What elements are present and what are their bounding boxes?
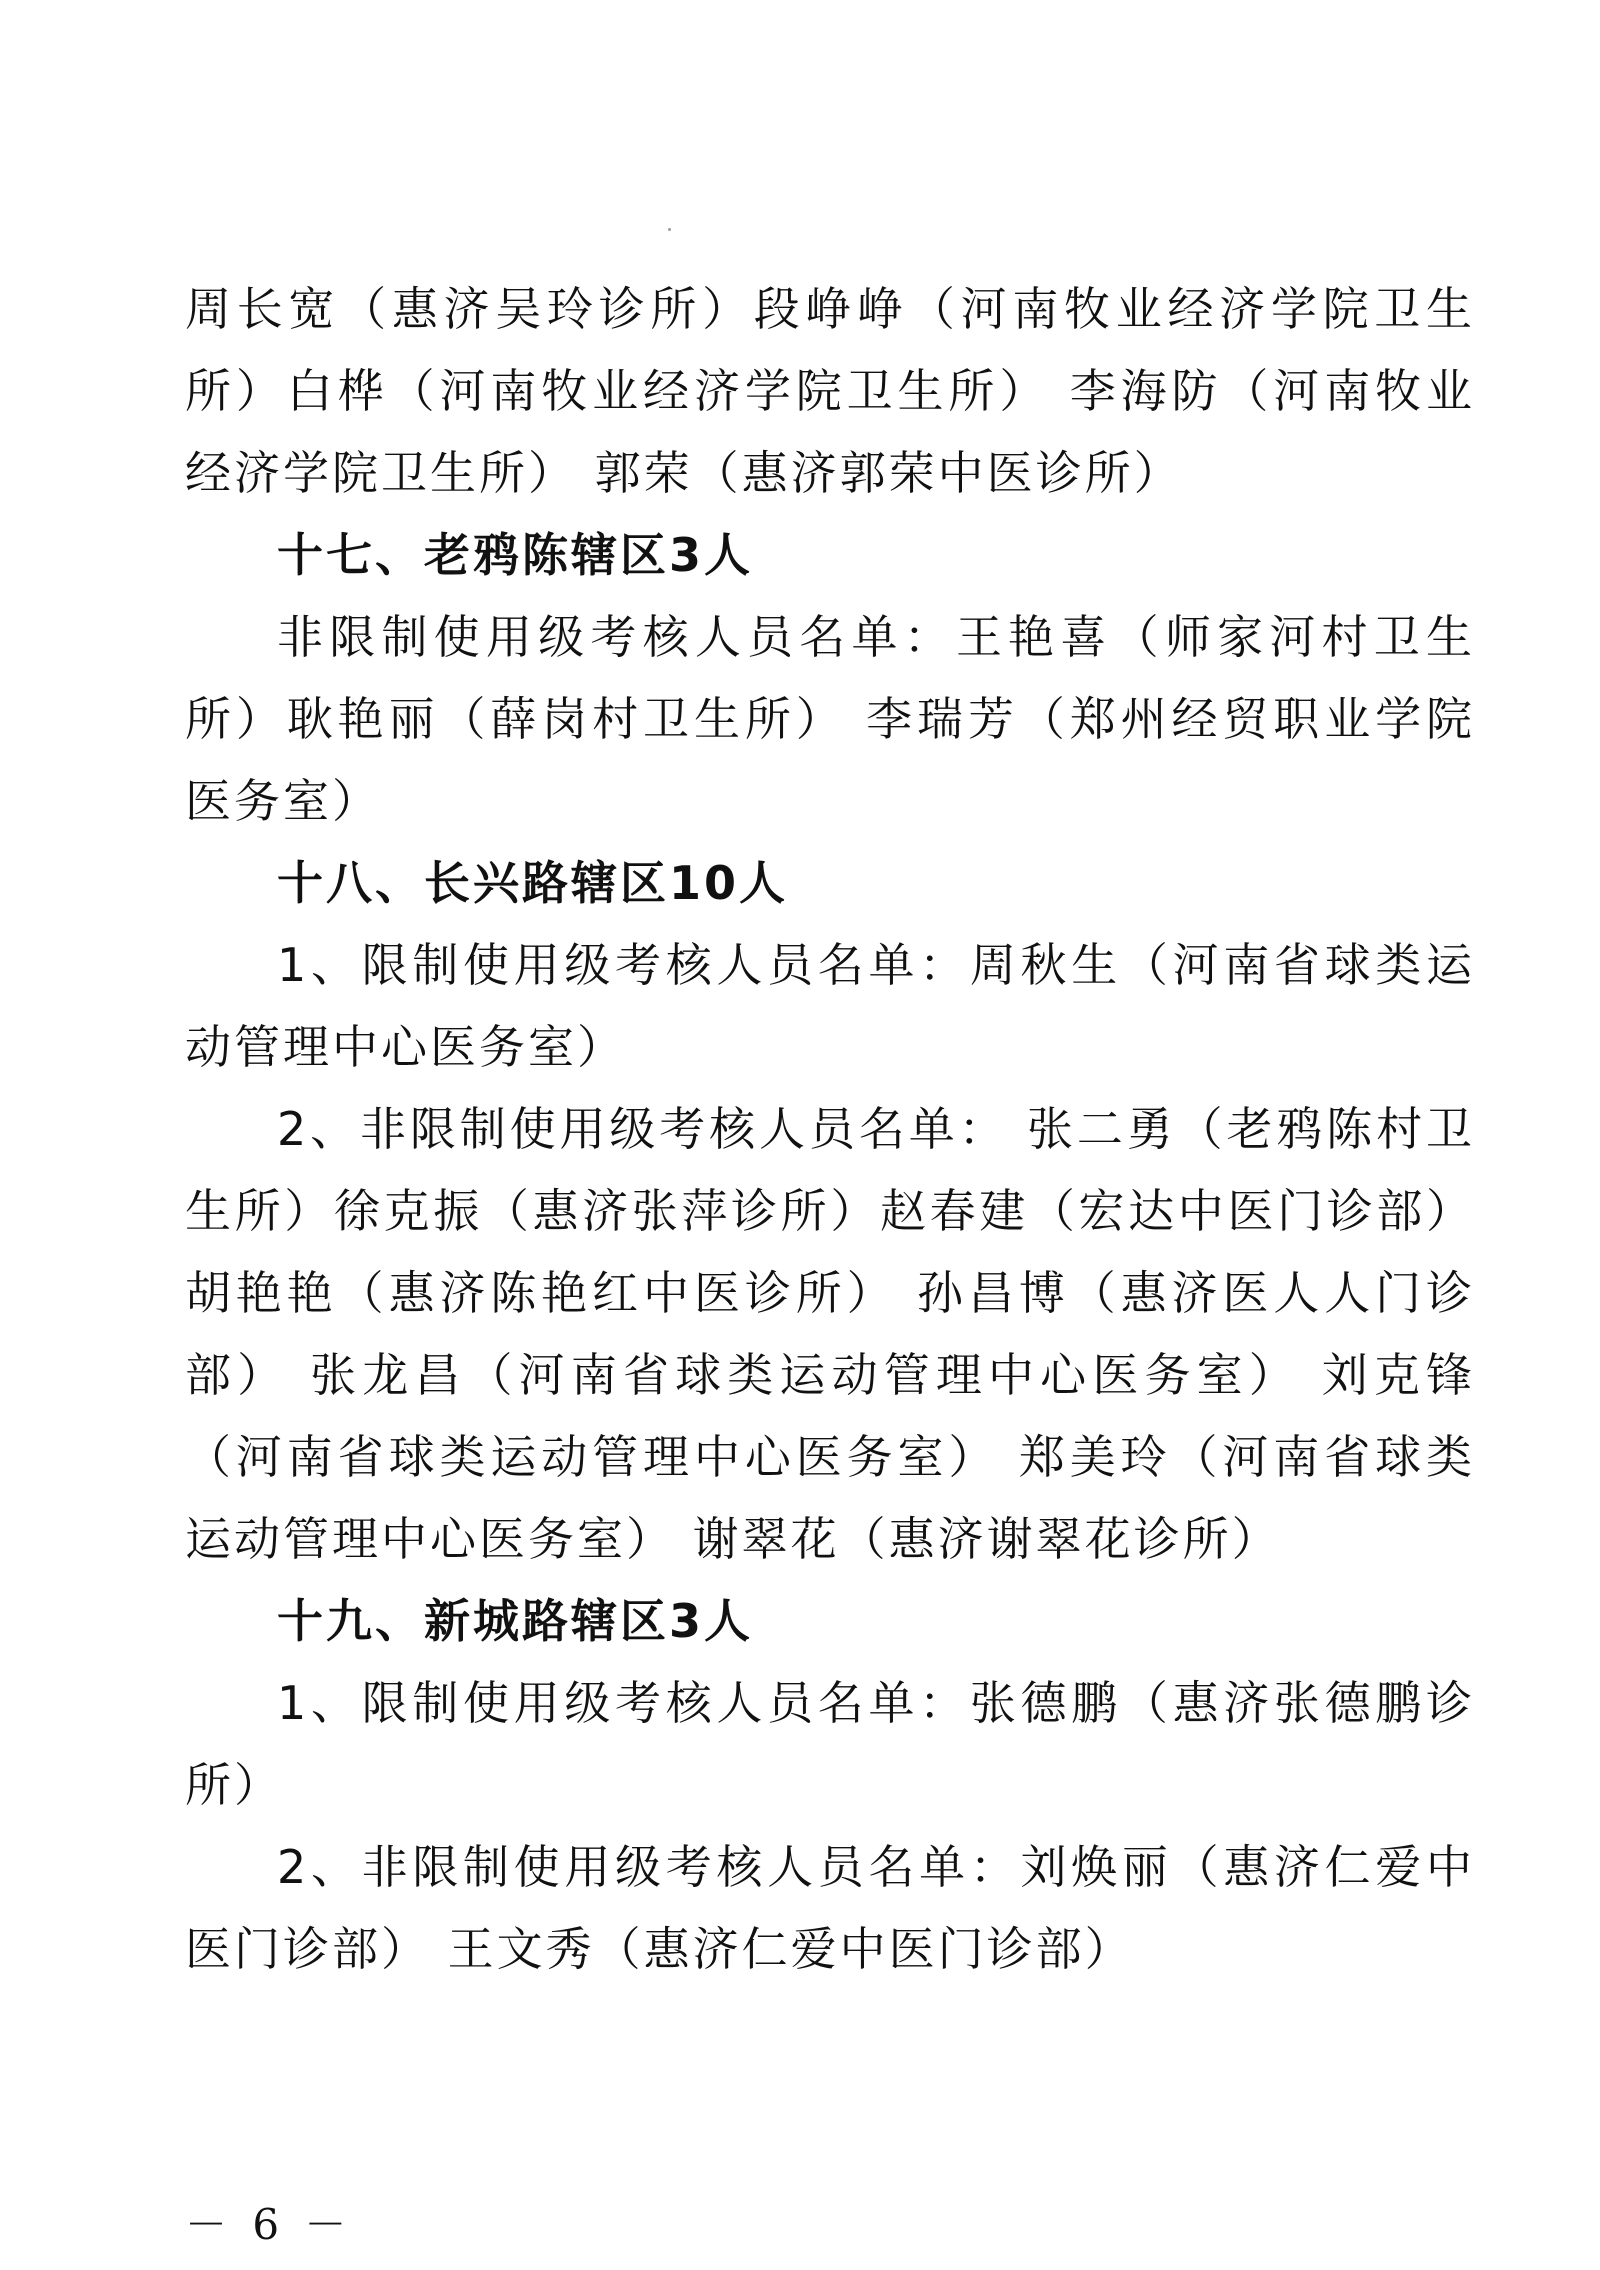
- paragraph-17-non-restricted: 非限制使用级考核人员名单：王艳喜（师家河村卫生所）耿艳丽（薛岗村卫生所） 李瑞芳（郑州经贸职业学院医务室）: [185, 610, 1475, 828]
- paragraph-continuation: 周长宽（惠济吴玲诊所）段峥峥（河南牧业经济学院卫生所）白桦（河南牧业经济学院卫生所） 李海防（河南牧业经济学院卫生所） 郭荣（惠济郭荣中医诊所）: [185, 282, 1475, 500]
- section-heading-18: 十八、长兴路辖区10人: [277, 856, 789, 910]
- document-body: [185, 268, 1475, 1990]
- paragraph-19-restricted: 1、限制使用级考核人员名单：张德鹏（惠济张德鹏诊所）: [185, 1676, 1475, 1812]
- paragraph-19-non-restricted: 2、非限制使用级考核人员名单：刘焕丽（惠济仁爱中医门诊部） 王文秀（惠济仁爱中医门诊部）: [185, 1840, 1475, 1976]
- page-number: － 6 －: [185, 2200, 353, 2249]
- scan-speck: [668, 228, 671, 231]
- paragraph-18-restricted: 1、限制使用级考核人员名单：周秋生（河南省球类运动管理中心医务室）: [185, 938, 1475, 1074]
- paragraph-18-non-restricted: 2、非限制使用级考核人员名单： 张二勇（老鸦陈村卫生所）徐克振（惠济张萍诊所）赵春建（宏达中医门诊部） 胡艳艳（惠济陈艳红中医诊所） 孙昌博（惠济医人人门诊部） 张龙昌（河南省球类运动管理中心医务室） 刘克锋（河南省球类运动管理中心医务室） 郑美玲（河南省球类运动管理中心医务室） 谢翠花（惠济谢翠花诊所）: [185, 1102, 1475, 1566]
- section-heading-17: 十七、老鸦陈辖区3人: [277, 528, 754, 582]
- section-heading-19: 十九、新城路辖区3人: [277, 1594, 754, 1648]
